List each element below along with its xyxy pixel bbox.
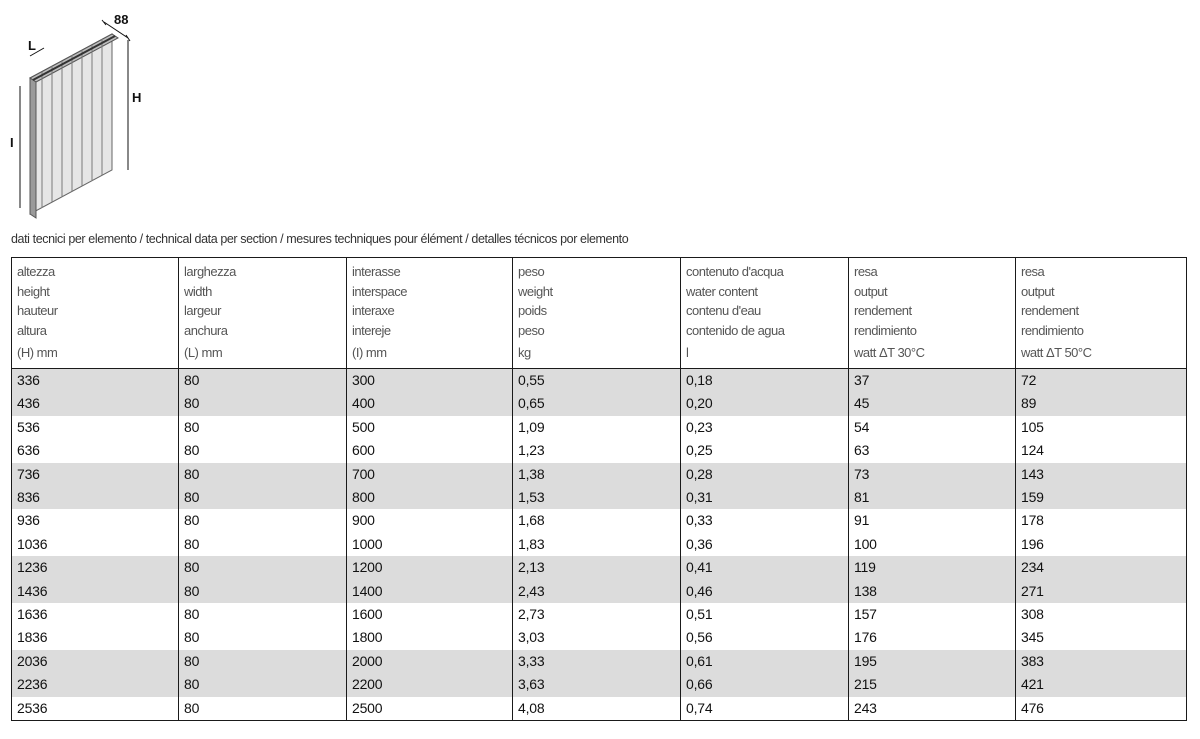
table-cell: 3,63 — [513, 673, 681, 696]
header-line: peso — [518, 322, 545, 338]
header-line: altura — [17, 322, 47, 338]
table-cell: 2200 — [347, 673, 513, 696]
table-row — [12, 533, 1187, 556]
table-cell: 1,83 — [513, 533, 681, 556]
table-cell: 536 — [12, 416, 179, 439]
table-cell: 1436 — [12, 580, 179, 603]
table-cell: 1,53 — [513, 486, 681, 509]
table-cell: 2236 — [12, 673, 179, 696]
table-cell: 0,18 — [681, 369, 849, 393]
header-output-50 — [1016, 258, 1187, 369]
table-row — [12, 650, 1187, 673]
table-cell: 300 — [347, 369, 513, 393]
table-cell: 0,23 — [681, 416, 849, 439]
header-line: rendimiento — [1021, 322, 1084, 338]
table-cell: 138 — [849, 580, 1016, 603]
header-line: water content — [686, 283, 758, 299]
table-row — [12, 697, 1187, 721]
table-cell: 383 — [1016, 650, 1187, 673]
table-row — [12, 392, 1187, 415]
table-cell: 3,03 — [513, 626, 681, 649]
header-line: largeur — [184, 303, 221, 318]
table-row — [12, 556, 1187, 579]
table-cell: 80 — [179, 486, 347, 509]
table-cell: 1,23 — [513, 439, 681, 462]
header-line: output — [854, 283, 888, 299]
table-cell: 2036 — [12, 650, 179, 673]
table-cell: 1,09 — [513, 416, 681, 439]
table-cell: 1000 — [347, 533, 513, 556]
table-cell: 0,31 — [681, 486, 849, 509]
table-cell: 800 — [347, 486, 513, 509]
table-row — [12, 580, 1187, 603]
table-cell: 80 — [179, 369, 347, 393]
header-line: contenido de agua — [686, 322, 785, 338]
table-caption: dati tecnici per elemento / technical data per section / mesures techniques pour élément / detalles técnicos por elemento — [11, 232, 629, 246]
table-cell: 45 — [849, 392, 1016, 415]
table-cell: 195 — [849, 650, 1016, 673]
header-line: contenu d'eau — [686, 303, 761, 318]
height-label: H — [132, 90, 142, 105]
table-cell: 243 — [849, 697, 1016, 721]
table-cell: 1400 — [347, 580, 513, 603]
table-cell: 600 — [347, 439, 513, 462]
table-cell: 1200 — [347, 556, 513, 579]
table-cell: 2000 — [347, 650, 513, 673]
table-row — [12, 626, 1187, 649]
table-cell: 196 — [1016, 533, 1187, 556]
table-cell: 636 — [12, 439, 179, 462]
header-unit: l — [686, 345, 689, 360]
header-line: peso — [518, 264, 545, 279]
table-cell: 436 — [12, 392, 179, 415]
table-body — [12, 369, 1187, 721]
header-line: height — [17, 283, 50, 299]
header-water-content — [681, 258, 849, 369]
table-cell: 80 — [179, 650, 347, 673]
table-cell: 80 — [179, 626, 347, 649]
table-cell: 836 — [12, 486, 179, 509]
table-cell: 1600 — [347, 603, 513, 626]
table-cell: 2,43 — [513, 580, 681, 603]
table-cell: 0,20 — [681, 392, 849, 415]
table-cell: 80 — [179, 416, 347, 439]
header-output-30 — [849, 258, 1016, 369]
table-cell: 421 — [1016, 673, 1187, 696]
header-unit: (I) mm — [352, 345, 387, 360]
table-cell: 0,65 — [513, 392, 681, 415]
header-width — [179, 258, 347, 369]
table-cell: 700 — [347, 463, 513, 486]
table-cell: 0,74 — [681, 697, 849, 721]
table-cell: 63 — [849, 439, 1016, 462]
table-cell: 500 — [347, 416, 513, 439]
table-cell: 1836 — [12, 626, 179, 649]
table-cell: 336 — [12, 369, 179, 393]
table-cell: 4,08 — [513, 697, 681, 721]
header-line: interaxe — [352, 303, 395, 318]
header-unit: watt ΔT 30°C — [854, 345, 925, 360]
table-cell: 72 — [1016, 369, 1187, 393]
table-cell: 80 — [179, 673, 347, 696]
table-cell: 80 — [179, 697, 347, 721]
table-cell: 215 — [849, 673, 1016, 696]
table-row — [12, 439, 1187, 462]
header-line: rendement — [854, 303, 912, 318]
table-cell: 80 — [179, 392, 347, 415]
table-cell: 2500 — [347, 697, 513, 721]
header-line: altezza — [17, 264, 55, 279]
radiator-illustration — [0, 0, 200, 230]
table-cell: 0,66 — [681, 673, 849, 696]
width-label: L — [28, 38, 36, 53]
table-cell: 143 — [1016, 463, 1187, 486]
table-cell: 119 — [849, 556, 1016, 579]
table-cell: 0,46 — [681, 580, 849, 603]
header-height — [12, 258, 179, 369]
table-cell: 0,51 — [681, 603, 849, 626]
table-cell: 91 — [849, 509, 1016, 532]
table-cell: 54 — [849, 416, 1016, 439]
table-cell: 936 — [12, 509, 179, 532]
table-cell: 900 — [347, 509, 513, 532]
table-row — [12, 509, 1187, 532]
table-cell: 80 — [179, 533, 347, 556]
table-cell: 124 — [1016, 439, 1187, 462]
header-line: interspace — [352, 283, 407, 299]
table-cell: 0,36 — [681, 533, 849, 556]
header-line: output — [1021, 283, 1055, 299]
table-cell: 0,33 — [681, 509, 849, 532]
header-weight — [513, 258, 681, 369]
header-line: rendimiento — [854, 322, 917, 338]
table-cell: 0,41 — [681, 556, 849, 579]
header-line: larghezza — [184, 264, 236, 279]
table-cell: 80 — [179, 580, 347, 603]
table-cell: 0,61 — [681, 650, 849, 673]
header-line: resa — [1021, 264, 1045, 279]
table-row — [12, 486, 1187, 509]
header-line: contenuto d'acqua — [686, 264, 784, 279]
header-interspace — [347, 258, 513, 369]
table-cell: 3,33 — [513, 650, 681, 673]
table-cell: 0,56 — [681, 626, 849, 649]
header-unit: (L) mm — [184, 345, 223, 360]
table-cell: 1,68 — [513, 509, 681, 532]
table-cell: 0,25 — [681, 439, 849, 462]
table-row — [12, 673, 1187, 696]
table-cell: 345 — [1016, 626, 1187, 649]
header-unit: kg — [518, 345, 531, 360]
table-cell: 308 — [1016, 603, 1187, 626]
table-cell: 2,73 — [513, 603, 681, 626]
table-cell: 80 — [179, 439, 347, 462]
table-cell: 476 — [1016, 697, 1187, 721]
table-cell: 105 — [1016, 416, 1187, 439]
table-cell: 157 — [849, 603, 1016, 626]
table-cell: 400 — [347, 392, 513, 415]
table-cell: 0,55 — [513, 369, 681, 393]
table-cell: 1236 — [12, 556, 179, 579]
table-cell: 2,13 — [513, 556, 681, 579]
table-cell: 234 — [1016, 556, 1187, 579]
header-line: intereje — [352, 322, 391, 338]
table-header-row — [12, 258, 1187, 369]
table-cell: 89 — [1016, 392, 1187, 415]
table-cell: 176 — [849, 626, 1016, 649]
radiator-diagram — [0, 0, 200, 230]
header-line: hauteur — [17, 303, 58, 318]
table-cell: 1036 — [12, 533, 179, 556]
table-cell: 1800 — [347, 626, 513, 649]
header-line: resa — [854, 264, 878, 279]
header-line: weight — [518, 283, 553, 299]
header-unit: watt ΔT 50°C — [1021, 345, 1092, 360]
table-cell: 80 — [179, 463, 347, 486]
table-cell: 100 — [849, 533, 1016, 556]
depth-label: 88 — [114, 12, 129, 27]
table-cell: 37 — [849, 369, 1016, 393]
table-cell: 0,28 — [681, 463, 849, 486]
interaxis-label: I — [10, 135, 14, 150]
table-cell: 1636 — [12, 603, 179, 626]
table-cell: 80 — [179, 556, 347, 579]
table-cell: 80 — [179, 509, 347, 532]
table-row — [12, 416, 1187, 439]
table-cell: 81 — [849, 486, 1016, 509]
header-line: anchura — [184, 322, 228, 338]
table-cell: 73 — [849, 463, 1016, 486]
table-cell: 2536 — [12, 697, 179, 721]
table-cell: 80 — [179, 603, 347, 626]
table-cell: 159 — [1016, 486, 1187, 509]
table-row — [12, 369, 1187, 393]
table-cell: 271 — [1016, 580, 1187, 603]
table-row — [12, 463, 1187, 486]
header-unit: (H) mm — [17, 345, 58, 360]
technical-data-table — [11, 257, 1187, 721]
table-row — [12, 603, 1187, 626]
table-cell: 736 — [12, 463, 179, 486]
table-cell: 178 — [1016, 509, 1187, 532]
header-line: interasse — [352, 264, 401, 279]
header-line: rendement — [1021, 303, 1079, 318]
table-cell: 1,38 — [513, 463, 681, 486]
header-line: poids — [518, 303, 547, 318]
header-line: width — [184, 283, 212, 299]
